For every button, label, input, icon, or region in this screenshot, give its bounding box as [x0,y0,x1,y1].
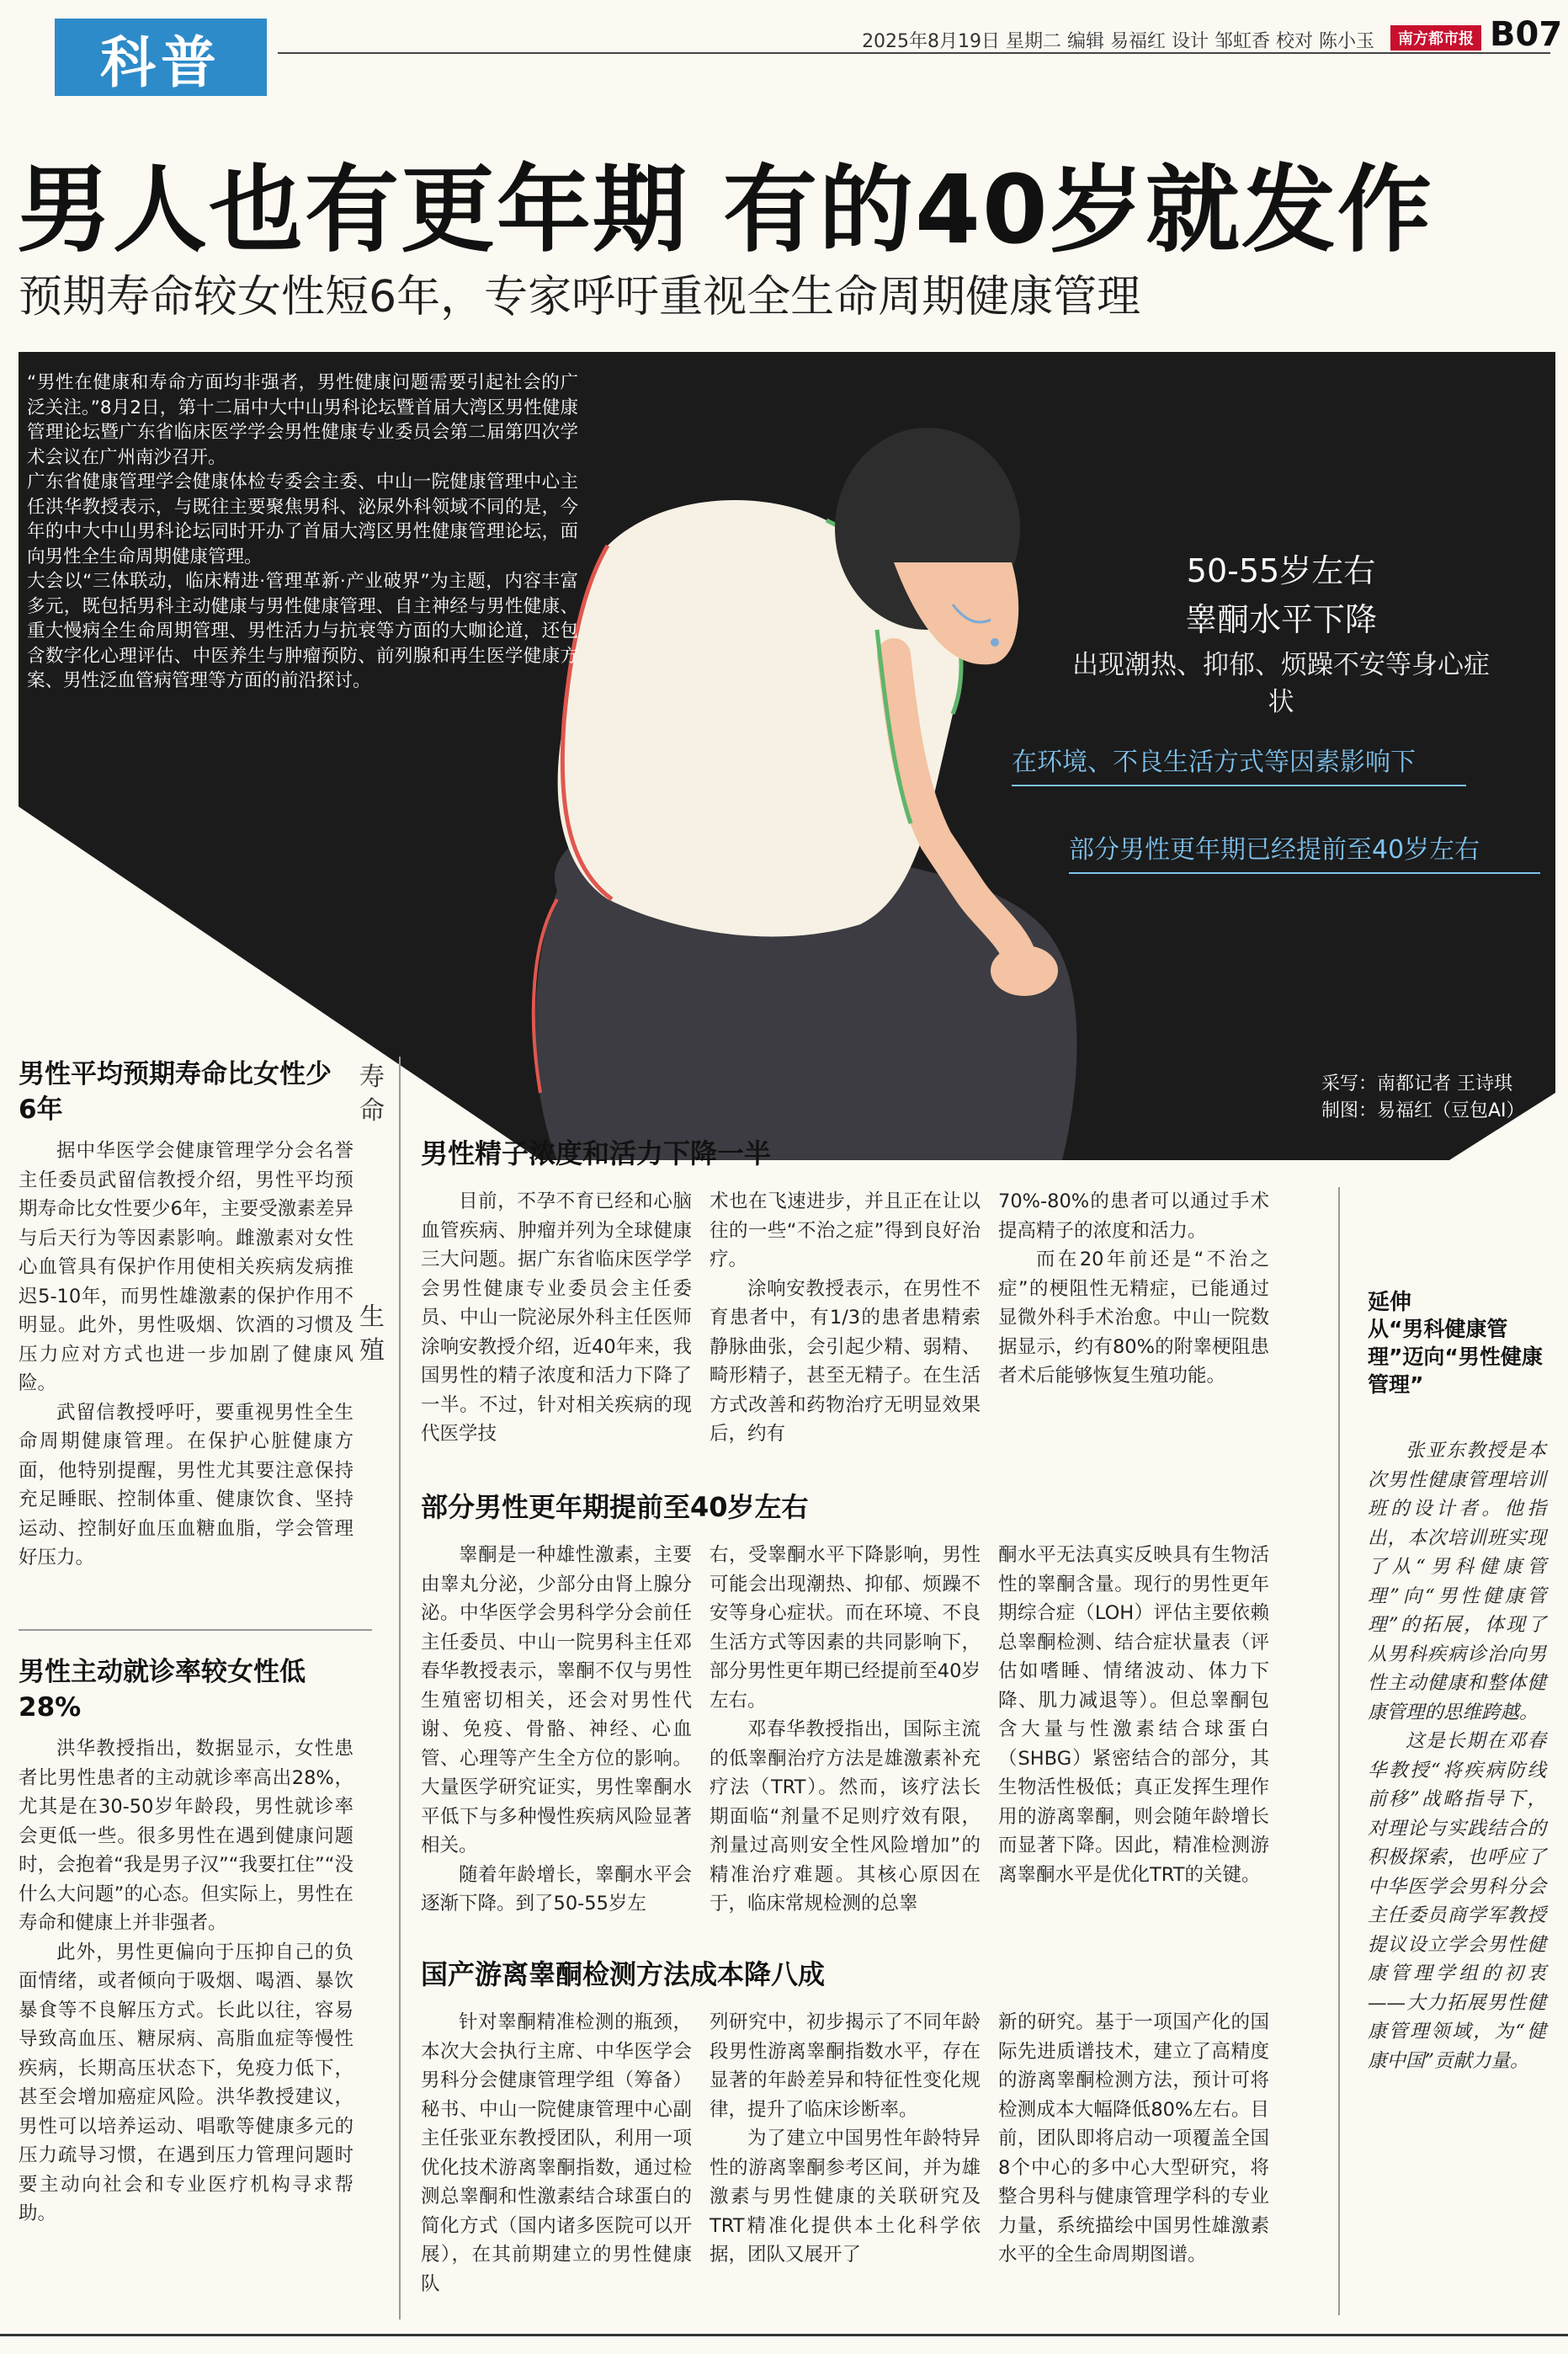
paragraph: 右，受睾酮水平下降影响，男性可能会出现潮热、抑郁、烦躁不安等身心症状。而在环境、不良生活方式等因素的共同影响下，部分男性更年期已经提前至40岁左右。 [710,1544,981,1712]
bottom-rule [0,2334,1568,2336]
menopause-col-2 [710,1541,981,1919]
paragraph: 为了建立中国男性年龄特异性的游离睾酮参考区间，并为雄激素与男性健康的关联研究及TRT精准化提供本土化科学依据，团队又展开了 [710,2128,981,2266]
tear-drop [991,638,999,647]
column-divider [399,1057,401,2319]
paragraph: 酮水平无法真实反映具有生物活性的睾酮含量。现行的男性更年期综合症（LOH）评估主要依赖总睾酮检测、结合症状量表（评估如嗜睡、情绪波动、体力下降、肌力减退等）。但总睾酮包含大量与性激素结合球蛋白（SHBG）紧密结合的部分，其生物活性极低；真正发挥生理作用的游离睾酮，则会随年龄增长而显著下降。因此，精准检测游离睾酮水平是优化TRT的关键。 [998,1544,1269,1886]
testing-col-1 [421,2008,692,2298]
designer-credit: 制图：易福红（豆包AI） [1321,1100,1525,1121]
reporter-credit: 采写：南都记者 王诗琪 [1321,1073,1512,1094]
menopause-col-3 [998,1541,1269,1889]
page-number: B07 [1490,15,1563,54]
paragraph: 术也在飞速进步，并且正在让以往的一些“不治之症”得到良好治疗。 [710,1190,981,1270]
header-info: 2025年8月19日 星期二 编辑 易福红 设计 邹虹香 校对 陈小玉 [862,31,1374,52]
left-head-visit-rate: 男性主动就诊率较女性低28% [19,1657,306,1723]
sperm-col-3 [998,1187,1269,1391]
extension-divider [1338,1187,1340,2315]
paragraph: 涂响安教授表示，在男性不育患者中，有1/3的患者患精索静脉曲张，会引起少精、弱精、畸形精子，甚至无精子。在生活方式改善和药物治疗无明显效果后，约有 [710,1277,981,1445]
section-tag: 科普 [55,19,267,96]
callout-early-onset: 部分男性更年期已经提前至40岁左右 [1069,835,1480,865]
paragraph: 张亚东教授是本次男性健康管理培训班的设计者。他指出，本次培训班实现了从“男科健康管理”向“男性健康管理”的拓展，体现了从男科疾病诊治向男性主动健康和整体健康管理的思维跨越。 [1368,1440,1546,1723]
extension-title: 从“男科健康管理”迈向“男性健康管理” [1368,1317,1543,1397]
hand-shape [991,945,1058,996]
paragraph: 洪华教授指出，数据显示，女性患者比男性患者的主动就诊率高出28%，尤其是在30-50岁年龄段，男性就诊率会更低一些。很多男性在遇到健康问题时，会抱着“我是男子汉”“我要扛住”“没什么大问题”的心态。但实际上，男性在寿命和健康上并非强者。 [19,1738,353,1934]
testing-col-2 [710,2008,981,2270]
left-column-visit-rate [19,1734,353,2229]
callout-age: 50-55岁左右 [1186,552,1376,589]
paragraph: 武留信教授呼吁，要重视男性全生命周期健康管理。在保护心脏健康方面，他特别提醒，男性尤其要注意保持充足睡眠、控制体重、健康饮食、坚持运动、控制好血压血糖血脂，学会管理好压力。 [19,1401,353,1568]
section-title-testing: 国产游离睾酮检测方法成本降八成 [421,1958,826,1990]
sperm-col-1 [421,1187,692,1449]
extension-label: 延伸 [1368,1290,1412,1315]
callout-title: 睾酮水平下降 [1184,601,1377,638]
section-divider [19,1629,372,1631]
sperm-col-2 [710,1187,981,1449]
extension-body [1368,1436,1546,2075]
paragraph: 这是长期在邓春华教授“将疾病防线前移”战略指导下，对理论与实践结合的积极探索，也呼应了中华医学会男科分会主任委员商学军教授提议设立学会男性健康管理学组的初衷——大力拓展男性健康管理领域，为“健康中国”贡献力量。 [1368,1730,1546,2072]
paragraph: 70%-80%的患者可以通过手术提高精子的浓度和活力。 [998,1190,1269,1242]
menopause-col-1 [421,1541,692,1919]
paragraph: 睾酮是一种雄性激素，主要由睾丸分泌，少部分由肾上腺分泌。中华医学会男科学分会前任主任委员、中山一院男科主任邓春华教授表示，睾酮不仅与男性生殖密切相关，还会对男性代谢、免疫、骨骼、神经、心血管、心理等产生全方位的影响。大量医学研究证实，男性睾酮水平低下与多种慢性疾病风险显著相关。 [421,1544,692,1856]
paragraph: 列研究中，初步揭示了不同年龄段男性游离睾酮指数水平，存在显著的年龄差异和特征性变化规律，提升了临床诊断率。 [710,2011,981,2121]
paragraph: 随着年龄增长，睾酮水平会逐渐下降。到了50-55岁左 [421,1863,692,1915]
label-reproduction: 生殖 [359,1302,385,1366]
hero-illustration [19,352,1555,1160]
intro-paragraph: “男性在健康和寿命方面均非强者，男性健康问题需要引起社会的广泛关注。”8月2日，第十二届中大中山男科论坛暨首届大湾区男性健康管理论坛暨广东省临床医学学会男性健康专业委员会第二届第四次学术会议在广州南沙召开。 [27,372,578,468]
headline: 男人也有更年期 有的40岁就发作 [17,156,1433,265]
paragraph: 邓春华教授指出，国际主流的低睾酮治疗方法是雄激素补充疗法（TRT）。然而，该疗法长期面临“剂量不足则疗效有限，剂量过高则安全性风险增加”的精准治疗难题。其核心原因在于，临床常规检测的总睾 [710,1718,981,1915]
paper-logo: 南方都市报 [1390,25,1481,51]
callout-environment: 在环境、不良生活方式等因素影响下 [1012,748,1416,777]
label-lifespan: 寿命 [359,1062,385,1126]
left-column-lifespan [19,1137,353,1573]
paragraph: 此外，男性更偏向于压抑自己的负面情绪，或者倾向于吸烟、喝酒、暴饮暴食等不良解压方式。长此以往，容易导致高血压、糖尿病、高脂血症等慢性疾病，长期高压状态下，免疫力低下，甚至会增加癌症风险。洪华教授建议，男性可以培养运动、唱歌等健康多元的压力疏导习惯，在遇到压力管理问题时要主动向社会和专业医疗机构寻求帮助。 [19,1941,353,2224]
section-title-sperm: 男性精子浓度和活力下降一半 [421,1137,772,1169]
paragraph: 目前，不孕不育已经和心脑血管疾病、肿瘤并列为全球健康三大问题。据广东省临床医学学会男性健康专业委员会主任委员、中山一院泌尿外科主任医师涂响安教授介绍，近40年来，我国男性的精子浓度和活力下降了一半。不过，针对相关疾病的现代医学技 [421,1190,692,1445]
testing-col-3 [998,2008,1269,2270]
callout-underline [1069,872,1540,874]
paragraph: 而在20年前还是“不治之症”的梗阻性无精症，已能通过显微外科手术治愈。中山一院数据显示，约有80%的附睾梗阻患者术后能够恢复生殖功能。 [998,1249,1269,1387]
intro-text [27,370,578,694]
subheadline: 预期寿命较女性短6年，专家呼吁重视全生命周期健康管理 [19,272,1141,322]
section-title-menopause: 部分男性更年期提前至40岁左右 [421,1491,809,1523]
paragraph: 针对睾酮精准检测的瓶颈，本次大会执行主席、中华医学会男科分会健康管理学组（筹备）秘书、中山一院健康管理中心副主任张亚东教授团队，利用一项优化技术游离睾酮指数，通过检测总睾酮和性激素结合球蛋白的简化方式（国内诸多医院可以开展），在其前期建立的男性健康队 [421,2011,692,2295]
left-head-lifespan: 男性平均预期寿命比女性少6年 [19,1059,332,1125]
intro-paragraph: 广东省健康管理学会健康体检专委会主委、中山一院健康管理中心主任洪华教授表示，与既往主要聚焦男科、泌尿外科领域不同的是，今年的中大中山男科论坛同时开办了首届大湾区男性健康管理论坛，面向男性全生命周期健康管理。 [27,471,578,567]
callout-underline [1012,785,1466,786]
callout-symptoms: 出现潮热、抑郁、烦躁不安等身心症状 [1072,650,1490,717]
paragraph: 新的研究。基于一项国产化的国际先进质谱技术，建立了高精度的游离睾酮检测方法，预计可将检测成本大幅降低80%左右。目前，团队即将启动一项覆盖全国8个中心的多中心大型研究，将整合男科与健康管理学科的专业力量，系统描绘中国男性雄激素水平的全生命周期图谱。 [998,2011,1269,2266]
paragraph: 据中华医学会健康管理学分会名誉主任委员武留信教授介绍，男性平均预期寿命比女性要少6年，主要受激素差异与后天行为等因素影响。雌激素对女性心血管具有保护作用使相关疾病发病推迟5-10年，而男性雄激素的保护作用不明显。此外，男性吸烟、饮酒的习惯及压力应对方式也进一步加剧了健康风险。 [19,1140,353,1394]
intro-paragraph: 大会以“三体联动，临床精进·管理革新·产业破界”为主题，内容丰富多元，既包括男科主动健康与男性健康管理、自主神经与男性健康、重大慢病全生命周期管理、男性活力与抗衰等方面的大咖论道，还包含数字化心理评估、中医养生与肿瘤预防、前列腺和再生医学健康方案、男性泛血管病管理等方面的前沿探讨。 [27,571,578,691]
